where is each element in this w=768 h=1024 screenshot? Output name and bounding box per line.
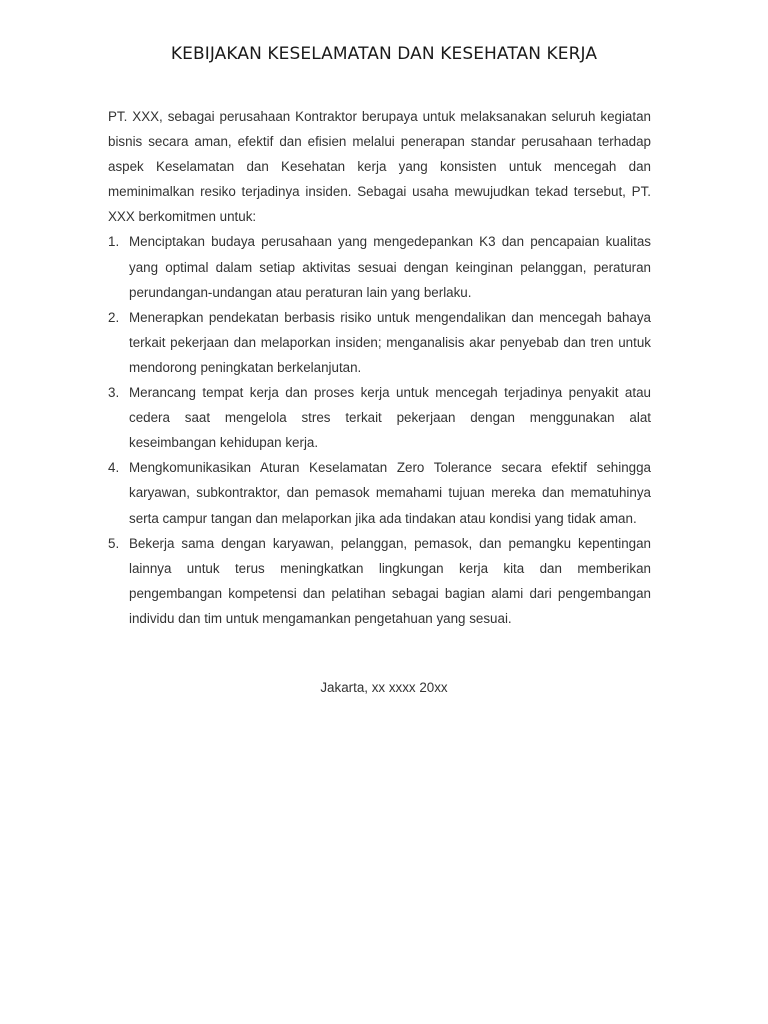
list-item-number: 1.	[108, 234, 120, 250]
list-item-text: Bekerja sama dengan karyawan, pelanggan, pemasok, dan pemangku kepentingan lainnya untuk terus meningkatkan lingkungan kerja kita dan memberikan pengembangan kompetensi dan pelatihan sebagai bagian alami dari pengembangan individu dan tim untuk mengamankan pengetahuan yang sesuai.	[129, 535, 651, 626]
policy-list	[108, 229, 651, 631]
list-item-number: 3.	[108, 385, 120, 401]
list-item	[108, 455, 651, 530]
list-item-number: 5.	[108, 535, 120, 551]
list-item-text: Menciptakan budaya perusahaan yang mengedepankan K3 dan pencapaian kualitas yang optimal dalam setiap aktivitas sesuai dengan keinginan pelanggan, peraturan perundangan-undangan atau peraturan lain yang berlaku.	[129, 234, 651, 300]
list-item-number: 2.	[108, 309, 120, 325]
list-item-number: 4.	[108, 460, 120, 476]
list-item	[108, 380, 651, 455]
list-item-text: Mengkomunikasikan Aturan Keselamatan Zero Tolerance secara efektif sehingga karyawan, subkontraktor, dan pemasok memahami tujuan mereka dan mematuhinya serta campur tangan dan melaporkan jika ada tindakan atau kondisi yang tidak aman.	[129, 460, 651, 526]
document-body	[108, 104, 651, 631]
list-item	[108, 229, 651, 304]
list-item	[108, 531, 651, 631]
signature-place-date: Jakarta, xx xxxx 20xx	[320, 680, 448, 695]
intro-paragraph: PT. XXX, sebagai perusahaan Kontraktor berupaya untuk melaksanakan seluruh kegiatan bisnis secara aman, efektif dan efisien melalui penerapan standar perusahaan terhadap aspek Keselamatan dan Kesehatan kerja yang konsisten untuk mencegah dan meminimalkan resiko terjadinya insiden. Sebagai usaha mewujudkan tekad tersebut, PT. XXX berkomitmen untuk:	[108, 109, 651, 225]
list-item-text: Merancang tempat kerja dan proses kerja untuk mencegah terjadinya penyakit atau cedera saat mengelola stres terkait pekerjaan dengan menggunakan alat keseimbangan kehidupan kerja.	[129, 385, 651, 451]
list-item	[108, 305, 651, 380]
document-title: KEBIJAKAN KESELAMATAN DAN KESEHATAN KERJA	[170, 44, 598, 64]
list-item-text: Menerapkan pendekatan berbasis risiko untuk mengendalikan dan mencegah bahaya terkait pekerjaan dan melaporkan insiden; menganalisis akar penyebab dan tren untuk mendorong peningkatan berkelanjutan.	[129, 309, 651, 375]
